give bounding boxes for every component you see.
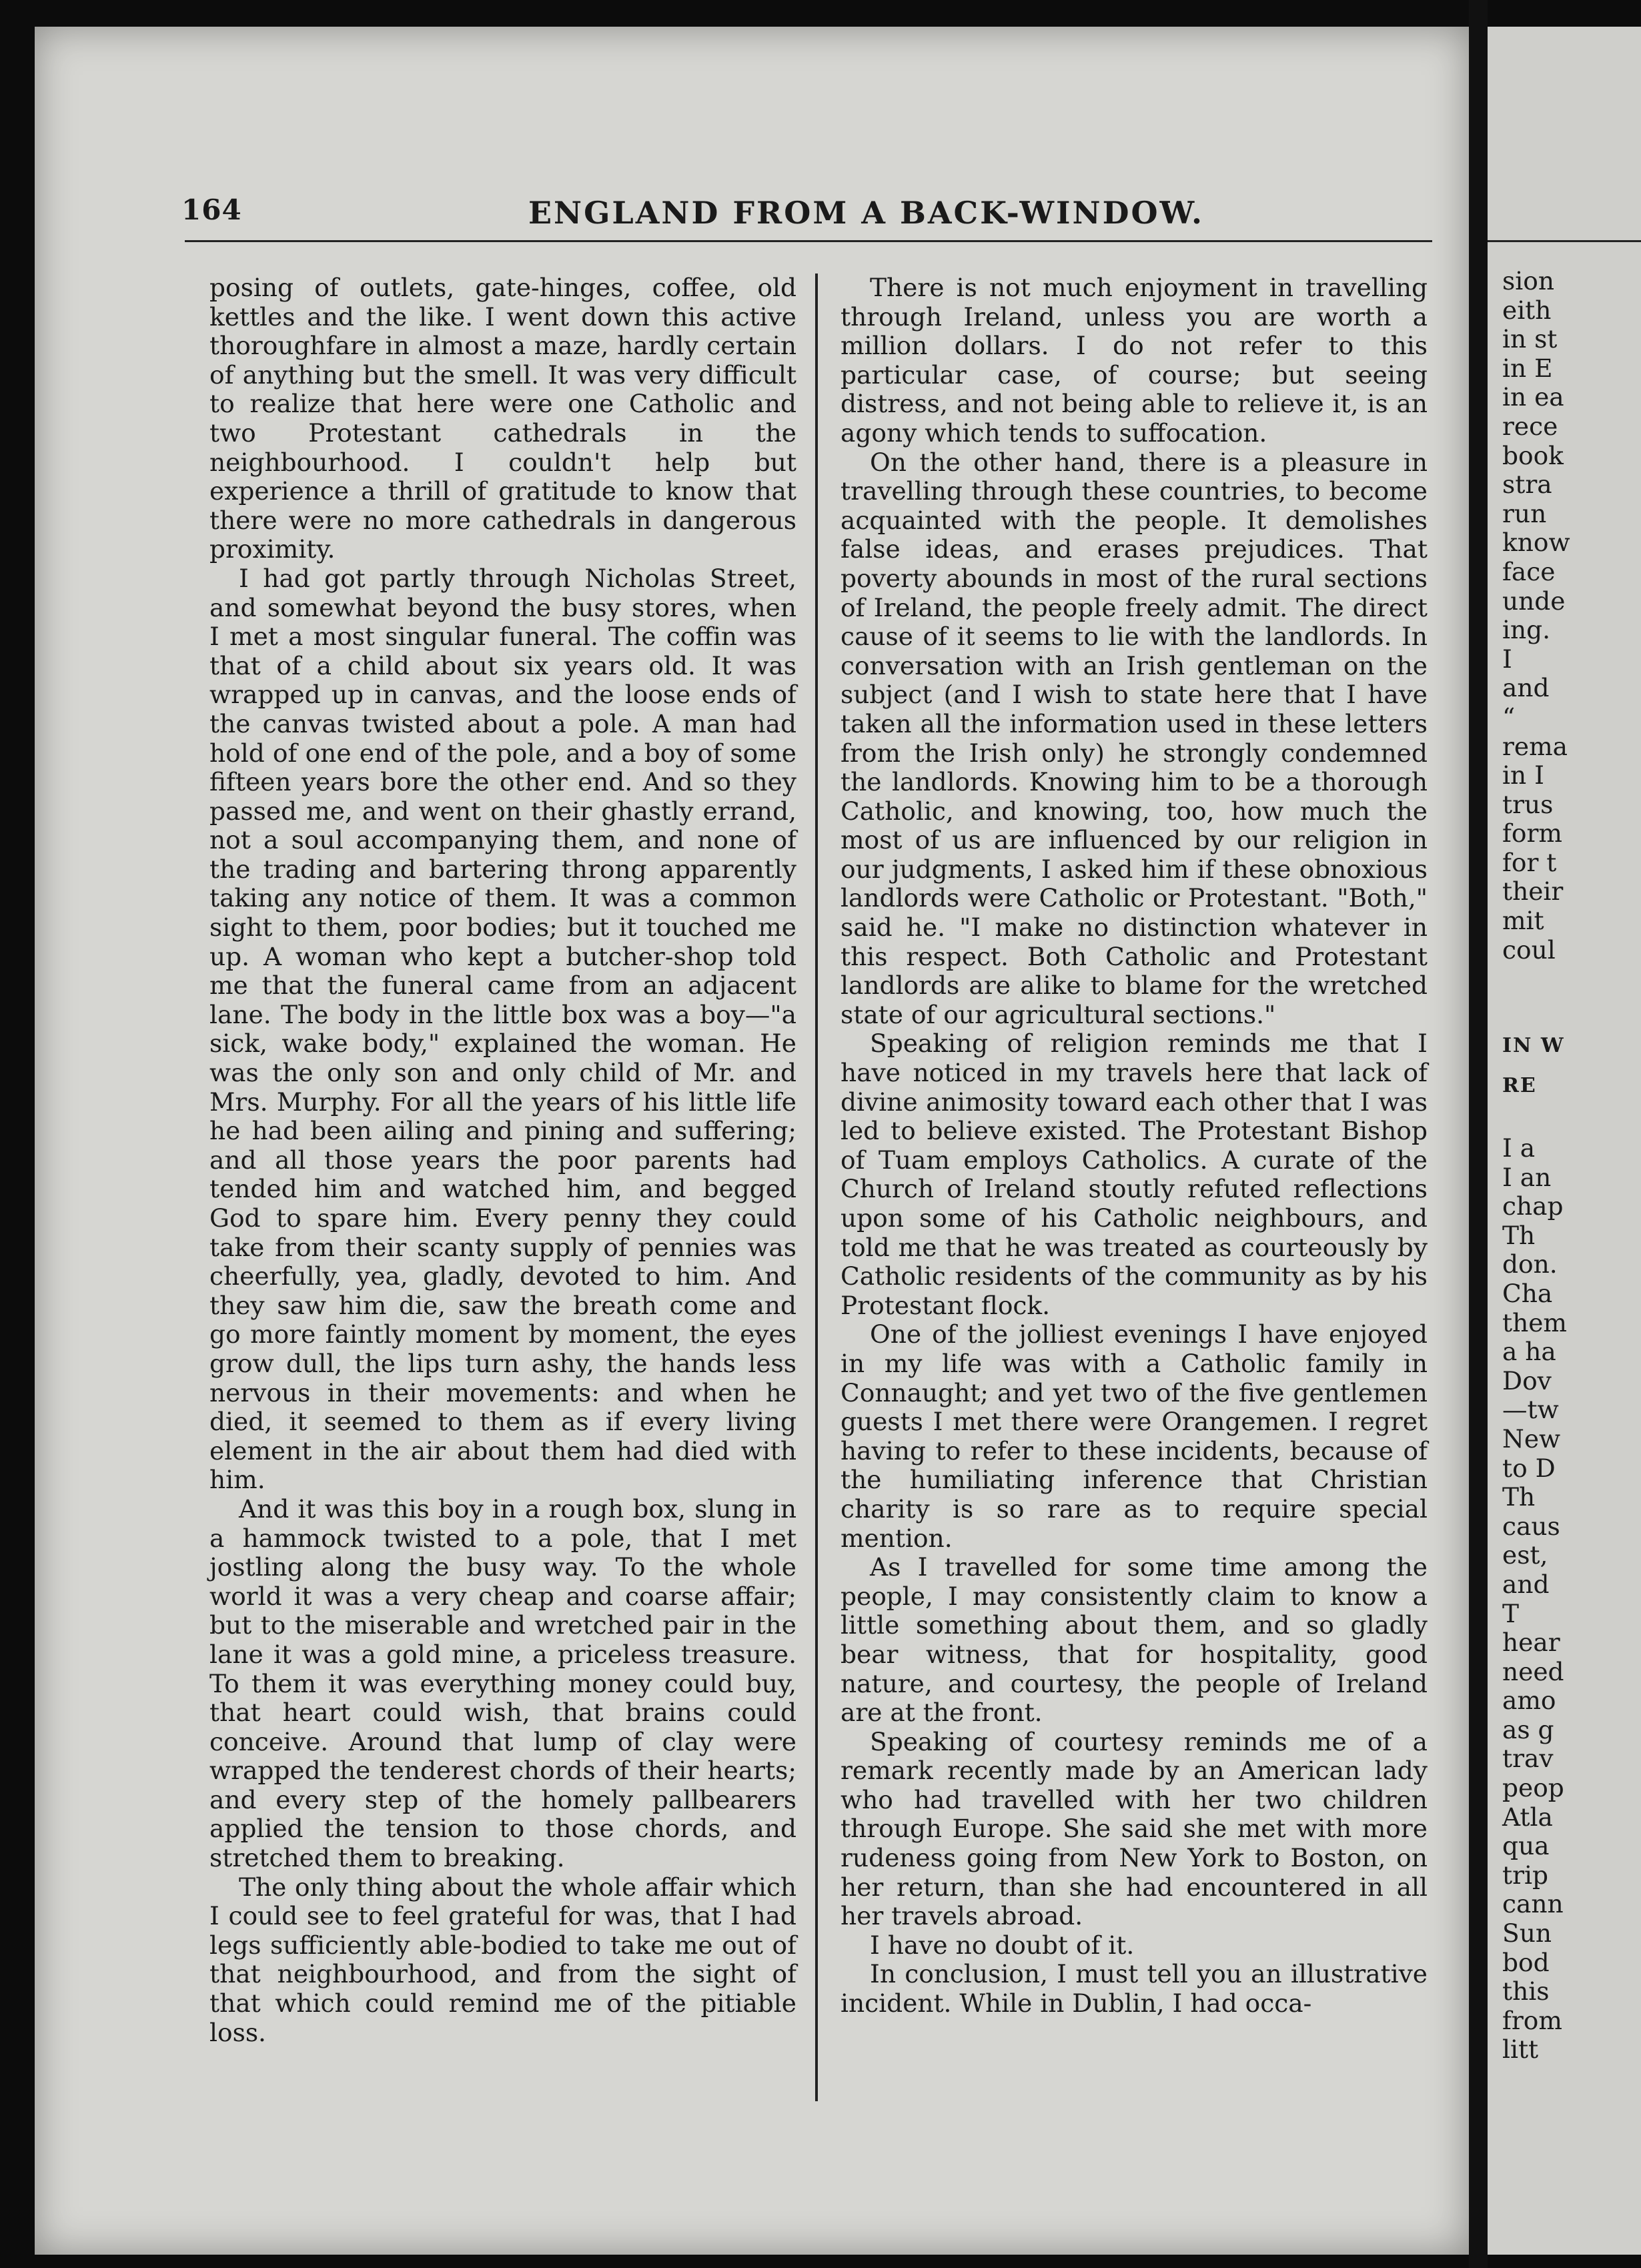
book-gutter	[1469, 0, 1488, 2268]
facing-line-fragment: amo	[1502, 1686, 1556, 1716]
facing-line-fragment: as g	[1502, 1714, 1554, 1744]
facing-line-fragment: rema	[1502, 731, 1568, 761]
facing-line-fragment: Th	[1502, 1220, 1536, 1250]
page-header	[35, 27, 1469, 231]
paragraph: I have no doubt of it.	[870, 1930, 1135, 1960]
paragraph: There is not much enjoyment in travelling through Ireland, unless you are worth a million dollars. I do not refer to this particular case, of course; but seeing distress, and not being able to relieve it, is an agony which tends to suffocation.	[841, 273, 1428, 448]
facing-line-fragment: “	[1502, 702, 1516, 732]
facing-line-fragment: mit	[1502, 906, 1544, 936]
facing-line-fragment: peop	[1502, 1773, 1564, 1803]
facing-line-fragment: Dov	[1502, 1365, 1552, 1395]
paragraph: Speaking of religion reminds me that I have noticed in my travels here that lack of divine animosity toward each other that I was led to believe existed. The Protestant Bishop of Tuam employs Catholics. A curate of the Church of Ireland stoutly refuted reflections upon some of his Catholic neighbours, and told me that he was treated as courteously by Catholic residents of the community as by his Protestant flock.	[841, 1029, 1428, 1320]
paragraph: One of the jolliest evenings I have enjoyed in my life was with a Catholic family in Connaught; and yet two of the five gentlemen guests I met there were Orangemen. I regret having to refer to these incidents, because of the humiliating inference that Christian charity is so rare as to require special mention.	[841, 1319, 1428, 1553]
facing-line-fragment: cann	[1502, 1889, 1564, 1919]
facing-line-fragment: unde	[1502, 586, 1566, 616]
facing-line-fragment: this	[1502, 1976, 1550, 2007]
facing-line-fragment: I a	[1502, 1133, 1536, 1163]
facing-line-fragment: trus	[1502, 789, 1554, 819]
facing-line-fragment: Cha	[1502, 1278, 1553, 1308]
facing-line-fragment: coul	[1502, 935, 1556, 965]
facing-line-fragment: Atla	[1502, 1802, 1553, 1832]
facing-line-fragment: need	[1502, 1656, 1564, 1686]
facing-line-fragment: in I	[1502, 760, 1544, 790]
paragraph: I had got partly through Nicholas Street, and somewhat beyond the busy stores, when I met a most singular funeral. The coffin was that of a child about six years old. It was wrapped up in canvas, and the loose ends of the canvas twisted about a pole. A man had hold of one end of the pole, and a boy of some fifteen years bore the other end. And so they passed me, and went on their ghastly errand, not a soul accompanying them, and none of the trading and bartering throng apparently taking any notice of them. It was a common sight to them, poor bodies; but it touched me up. A woman who kept a butcher-shop told me that the funeral came from an adjacent lane. The body in the little box was a boy—"a sick, wake body," explained the woman. He was the only son and only child of Mr. and Mrs. Murphy. For all the years of his little life he had been ailing and pining and suffering; and all those years the poor parents had tended him and watched him, and begged God to spare him. Every penny they could take from their scanty supply of pennies was cheerfully, yea, gladly, devoted to him. And they saw him die, saw the breath come and go more faintly moment by moment, the eyes grow dull, the lips turn ashy, the hands less nervous in their movements: and when he died, it seemed to them as if every living element in the air about them had died with him.	[209, 563, 796, 1495]
book-page	[35, 27, 1469, 2255]
facing-line-fragment: trav	[1502, 1744, 1554, 1774]
facing-line-fragment: hear	[1502, 1628, 1560, 1658]
facing-line-fragment: their	[1502, 877, 1564, 907]
facing-line-fragment: New	[1502, 1424, 1561, 1454]
paragraph: posing of outlets, gate-hinges, coffee, old kettles and the like. I went down this active thoroughfare in almost a maze, hardly certain of anything but the smell. It was very difficult to realize that here were one Catholic and two Protestant cathedrals in the neighbourhood. I couldn't help but experience a thrill of gratitude to know that there were no more cathedrals in dangerous proximity.	[209, 273, 796, 564]
facing-line-fragment: Th	[1502, 1482, 1536, 1512]
facing-line-fragment: book	[1502, 440, 1564, 470]
facing-header-rule	[1488, 240, 1641, 242]
facing-page-edge	[1488, 27, 1641, 2255]
page-number: 164	[181, 193, 242, 226]
facing-text-block-2	[1502, 1134, 1636, 2065]
facing-line-fragment: sion	[1502, 266, 1554, 296]
paragraph: The only thing about the whole affair which I could see to feel grateful for was, that I had legs sufficiently able-bodied to take me out of that neighbourhood, and from the sight of that which could remind me of the pitiable loss.	[209, 1872, 796, 2047]
facing-line-fragment: I	[1502, 644, 1512, 674]
header-rule	[185, 240, 1432, 242]
left-column	[209, 273, 796, 2047]
paragraph: As I travelled for some time among the people, I may consistently claim to know a little something about them, and so gladly bear witness, that for hospitality, good nature, and courtesy, the people of Ireland are at the front.	[841, 1552, 1428, 1728]
facing-line-fragment: qua	[1502, 1831, 1550, 1861]
column-rule	[815, 273, 818, 2101]
facing-line-fragment: run	[1502, 498, 1547, 528]
running-title: ENGLAND FROM A BACK-WINDOW.	[528, 195, 1205, 231]
facing-line-fragment: litt	[1502, 2035, 1539, 2065]
paragraph: In conclusion, I must tell you an illustrative incident. While in Dublin, I had occa-	[841, 1959, 1428, 2019]
facing-line-fragment: a ha	[1502, 1337, 1556, 1367]
paragraph: Speaking of courtesy reminds me of a remark recently made by an American lady who had travelled with her two children through Europe. She said she met with more rudeness going from New York to Boston, on her return, than she had encountered in all her travels abroad.	[841, 1726, 1428, 1931]
facing-text-block-1	[1502, 267, 1636, 965]
facing-line-fragment: trip	[1502, 1860, 1548, 1890]
facing-line-fragment: and	[1502, 1569, 1550, 1599]
facing-line-fragment: in st	[1502, 324, 1558, 354]
facing-line-fragment: form	[1502, 818, 1562, 848]
facing-line-fragment: face	[1502, 556, 1556, 586]
facing-line-fragment: chap	[1502, 1191, 1564, 1221]
facing-line-fragment: I an	[1502, 1162, 1552, 1192]
facing-line-fragment: from	[1502, 2005, 1562, 2035]
facing-line-fragment: for t	[1502, 847, 1557, 877]
facing-subhead-2: RE	[1502, 1074, 1537, 1097]
facing-line-fragment: in ea	[1502, 382, 1564, 412]
facing-line-fragment: them	[1502, 1307, 1567, 1337]
facing-line-fragment: caus	[1502, 1511, 1560, 1541]
facing-line-fragment: in E	[1502, 353, 1553, 383]
facing-line-fragment: bod	[1502, 1947, 1550, 1977]
facing-line-fragment: rece	[1502, 411, 1558, 441]
facing-line-fragment: to D	[1502, 1453, 1556, 1483]
paragraph: And it was this boy in a rough box, slung in a hammock twisted to a pole, that I met jostling along the busy way. To the whole world it was a very cheap and coarse affair; but to the miserable and wretched pair in the lane it was a gold mine, a priceless treasure. To them it was everything money could buy, that heart could wish, that brains could conceive. Around that lump of clay were wrapped the tenderest chords of their hearts; and every step of the homely pallbearers applied the tension to those chords, and stretched them to breaking.	[209, 1494, 796, 1873]
facing-line-fragment: stra	[1502, 470, 1552, 500]
facing-line-fragment: est,	[1502, 1540, 1548, 1570]
right-column	[841, 273, 1428, 2019]
facing-line-fragment: T	[1502, 1598, 1520, 1628]
facing-line-fragment: eith	[1502, 295, 1552, 325]
paragraph: On the other hand, there is a pleasure in travelling through these countries, to become acquainted with the people. It demolishes false ideas, and erases prejudices. That poverty abounds in most of the rural sections of Ireland, the people freely admit. The direct cause of it seems to lie with the landlords. In conversation with an Irish gentleman on the subject (and I wish to state here that I have taken all the information used in these letters from the Irish only) he strongly condemned the landlords. Knowing him to be a thorough Catholic, and knowing, too, how much the most of us are influenced by our religion in our judgments, I asked him if these obnoxious landlords were Catholic or Protestant. "Both," said he. "I make no distinction whatever in this respect. Both Catholic and Protestant landlords are alike to blame for the wretched state of our agricultural sections."	[841, 447, 1428, 1029]
facing-line-fragment: ing.	[1502, 615, 1551, 645]
facing-line-fragment: know	[1502, 528, 1570, 558]
facing-subhead-1: IN W	[1502, 1034, 1565, 1057]
facing-line-fragment: don.	[1502, 1249, 1558, 1279]
facing-line-fragment: —tw	[1502, 1395, 1559, 1425]
facing-line-fragment: and	[1502, 673, 1550, 703]
facing-line-fragment: Sun	[1502, 1918, 1552, 1948]
